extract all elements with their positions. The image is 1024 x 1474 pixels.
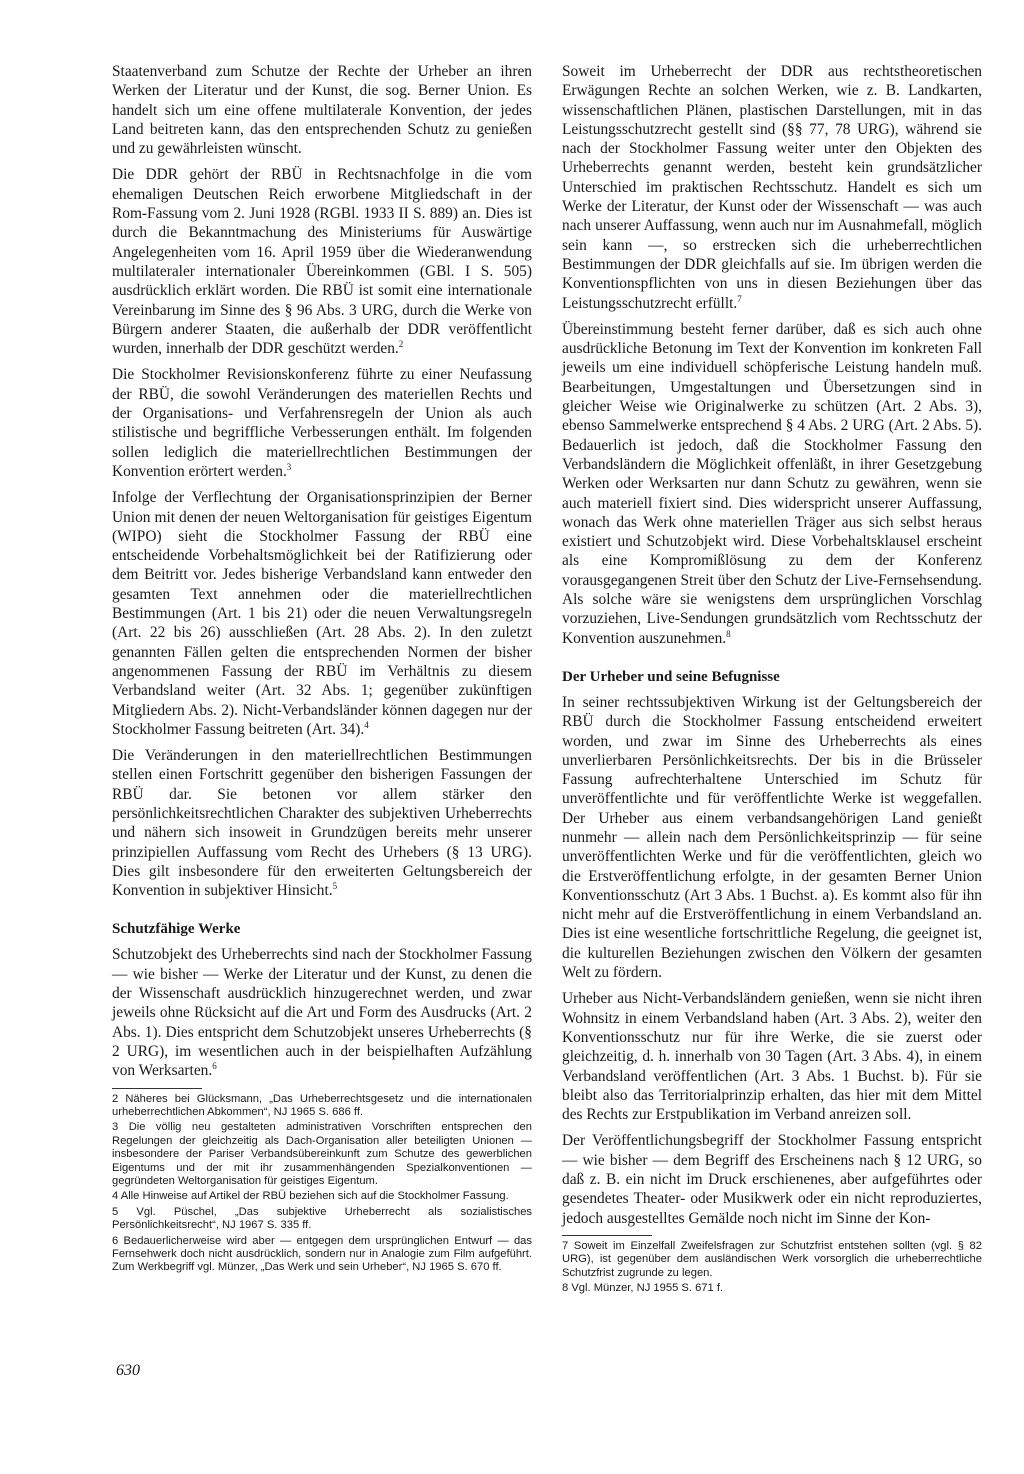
footnote — [112, 1190, 532, 1203]
footnote-marker: 8 — [726, 628, 731, 639]
footnote-number: 7 — [562, 1239, 569, 1252]
paragraph-text: In seiner rechtssubjektiven Wirkung ist der Geltungsbereich der RBÜ durch die Stockholmer Fassung entscheidend erweitert worden, und zwar im Sinne des Urheberrechts als eines unverlierbaren Persönlichkeitsrechts. Der bis in die Brüsseler Fassung aufrechterhaltene Unterschied im Schutz für unveröffentlichte und für veröffentlichte Werke ist weggefallen. Der Urheber aus einem verbandsangehörigen Land genießt nunmehr — allein nach dem Persönlichkeitsprinzip — für seine unveröffentlichten Werke und für die veröffentlichten, gleich wo die Erstveröffentlichung erfolgte, in der gesamten Berner Union Konventionsschutz (Art 3 Abs. 1 Buchst. a). Es kommt also für ihn nicht mehr auf die Erstveröffentlichung in einem Verbandsland an. Dies ist eine wesentliche fortschrittliche Regelung, die geeignet ist, die kulturellen Beziehungen zwischen den Völkern der gesamten Welt zu fördern. — [562, 693, 982, 982]
left-paragraph-1 — [112, 62, 532, 158]
footnote-text: Soweit im Einzelfall Zweifelsfragen zur Schutzfrist entstehen sollten (vgl. § 82 URG), ist gegenüber dem ausländischen Werk vorsorglich die urheberrechtliche Schutzfrist zugrunde zu legen. — [562, 1239, 982, 1279]
footnote-number: 2 — [112, 1092, 119, 1105]
footnote-text: Bedauerlicherweise wird aber — entgegen dem ursprünglichen Entwurf — das Fernsehwerk doch nicht ausdrücklich, sondern nur in Analogie zum Film aufgeführt. Zum Werkbegriff vgl. Münzer, „Das Werk und sein Urheber“, NJ 1965 S. 670 ff. — [112, 1234, 532, 1274]
left-paragraph-5 — [112, 746, 532, 900]
footnote-number: 8 — [562, 1282, 569, 1295]
footnote-text: Vgl. Püschel, „Das subjektive Urheberrecht als sozialistisches Persönlichkeitsrecht“, NJ 1967 S. 335 ff. — [112, 1205, 533, 1232]
footnote — [112, 1206, 532, 1233]
footnote-marker: 5 — [332, 881, 338, 892]
paragraph-text: Die Stockholmer Revisionskonferenz führte zu einer Neufassung der RBÜ, die sowohl Veränderungen des materiellen Rechts und der Organisations- und Verfahrensregeln der Union als auch stilistische und begriffliche Verbesserungen enthält. Im folgenden sollen lediglich die materiellrechtlichen Bestimmungen der Konvention erörtert werden. — [112, 366, 532, 480]
right-paragraph-4 — [562, 989, 982, 1124]
paragraph-text: Staatenverband zum Schutze der Rechte der Urheber an ihren Werken der Literatur und der Kunst, die sog. Berner Union. Es handelt sich um eine offene multilaterale Konvention, der jedes Land beitreten kann, das den entsprechenden Schutz zu genießen und zu gewährleisten wünscht. — [112, 63, 532, 158]
paragraph-text: Schutzobjekt des Urheberrechts sind nach der Stockholmer Fassung — wie bisher — Werke der Literatur und der Kunst, zu denen die der Wissenschaft ausdrücklich hinzugerechnet werden, und zwar jeweils ohne Rücksicht auf die Art und Form des Ausdrucks (Art. 2 Abs. 1). Dies entspricht dem Schutzobjekt unseres Urheberrechts (§ 2 URG), im wesentlichen auch in der beispielhaften Aufzählung von Werksarten. — [112, 946, 532, 1080]
footnote-text: Vgl. Münzer, NJ 1955 S. 671 f. — [571, 1282, 724, 1295]
left-paragraph-3 — [112, 365, 532, 481]
left-footnotes — [112, 1093, 532, 1275]
right-column — [562, 62, 982, 1298]
footnote-marker: 7 — [737, 293, 742, 304]
footnote-number: 4 — [112, 1190, 119, 1203]
footnote-text: Alle Hinweise auf Artikel der RBÜ beziehen sich auf die Stockholmer Fassung. — [120, 1190, 509, 1203]
footnote — [112, 1235, 532, 1275]
footnote-number: 5 — [112, 1205, 119, 1218]
footnote-divider — [562, 1235, 652, 1236]
right-paragraph-1 — [562, 62, 982, 313]
paragraph-text: Infolge der Verflechtung der Organisationsprinzipien der Berner Union mit denen der neuen Weltorganisation für geistiges Eigentum (WIPO) sieht die Stockholmer Fassung der RBÜ eine entscheidende Vorbehaltsmöglichkeit bei der Ratifizierung oder dem Beitritt vor. Jedes bisherige Verbandsland kann entweder den gesamten Text annehmen oder die materiellrechtlichen Bestimmungen (Art. 1 bis 21) oder die neuen Verwaltungsregeln (Art. 22 bis 26) ausschließen (Art. 28 Abs. 2). In den zuletzt genannten Fällen gelten die entsprechenden Normen der bisher angenommenen Fassung der RBÜ im Verhältnis zu diesem Verbandsland weiter (Art. 32 Abs. 1; gegenüber zukünftigen Mitgliedern Abs. 2). Nicht-Verbandsländer können dagegen nur der Stockholmer Fassung beitreten (Art. 34). — [112, 489, 532, 738]
right-paragraph-2 — [562, 320, 982, 648]
paragraph-text: Übereinstimmung besteht ferner darüber, daß es sich auch ohne ausdrückliche Betonung im Text der Konvention im konkreten Fall jeweils um eine individuell schöpferische Leistung handeln muß. Bearbeitungen, Umgestaltungen und Übersetzungen sind in gleicher Weise wie Originalwerke zu schützen (Art. 2 Abs. 3), ebenso Sammelwerke entsprechend § 4 Abs. 2 URG (Art. 2 Abs. 5). Bedauerlich ist jedoch, daß die Stockholmer Fassung den Verbandsländern die Möglichkeit offenläßt, in ihrer Gesetzgebung Werken oder Werksarten nur dann Schutz zu gewähren, wenn sie auch materiell fixiert sind. Dies widerspricht unserer Auffassung, wonach das Werk ohne materiellen Träger aus sich selbst heraus existiert und Schutzobjekt wird. Diese Vorbehaltsklausel erscheint als eine Kompromißlösung zu dem der Konferenz vorausgegangenen Streit über den Schutz der Live-Fernsehsendung. Als solche wäre sie wenigstens dem ursprünglichen Vorschlag vorzuziehen, Live-Sendungen grundsätzlich vom Rechtsschutz der Konvention auszunehmen. — [562, 320, 982, 647]
left-paragraph-2 — [112, 165, 532, 358]
paragraph-text: Der Veröffentlichungsbegriff der Stockholmer Fassung entspricht — wie bisher — dem Begriff des Erscheinens nach § 12 URG, so daß z. B. ein nicht im Druck erschienenes, aber aufgeführtes oder gesendetes Theater- oder Musikwerk oder ein nicht reproduziertes, jedoch ausgestelltes Gemälde noch nicht im Sinne der Kon- — [562, 1132, 982, 1227]
footnote-marker: 3 — [286, 461, 292, 472]
footnote-text: Die völlig neu gestalteten administrativen Vorschriften entsprechen den Regelungen der gleichzeitig als Dach-Organisation aller beteiligten Unionen — insbesondere der Pariser Verbandsübereinkunft zum Schutze des gewerblichen Eigentums und der mit ihr zusammenhängenden Spezialkonventionen — gegründeten Weltorganisation für geistiges Eigentum. — [112, 1121, 533, 1187]
right-paragraph-5 — [562, 1131, 982, 1227]
footnote — [112, 1121, 532, 1188]
right-footnotes — [562, 1240, 982, 1296]
footnote-number: 6 — [112, 1234, 119, 1247]
left-column — [112, 62, 532, 1277]
paragraph-text: Urheber aus Nicht-Verbandsländern genießen, wenn sie nicht ihren Wohnsitz in einem Verbandsland haben (Art. 3 Abs. 2), weiter den Konventionsschutz nur für ihre Werke, die sie zuerst oder gleichzeitig, d. h. innerhalb von 30 Tagen (Art. 3 Abs. 4), in einem Verbandsland veröffentlichen (Art. 3 Abs. 1 Buchst. b). Für sie bleibt also das Territorialprinzip erhalten, das hier mit dem Mittel des Rechts zur Erstpublikation im Verband anreizen soll. — [562, 990, 982, 1124]
section-heading-urheber-befugnisse: Der Urheber und seine Befugnisse — [562, 668, 780, 685]
footnote-number: 3 — [112, 1121, 119, 1134]
footnote-text: Näheres bei Glücksmann, „Das Urheberrechtsgesetz und die internationalen urheberrechtlichen Abkommen“, NJ 1965 S. 686 ff. — [112, 1092, 533, 1118]
footnote — [112, 1093, 532, 1120]
footnote — [562, 1282, 982, 1295]
left-paragraph-4 — [112, 488, 532, 739]
footnote-marker: 6 — [212, 1061, 217, 1072]
paragraph-text: Die Veränderungen in den materiellrechtlichen Bestimmungen stellen einen Fortschritt gegenüber den bisherigen Fassungen der RBÜ dar. Sie betonen vor allem stärker den persönlichkeitsrechtlichen Charakter des subjektiven Urheberrechts und nähern sich insoweit in Grundzügen bereits mehr unserer prinzipiellen Auffassung vom Recht des Urhebers (§ 13 URG). Dies gilt insbesondere für den erweiterten Geltungsbereich der Konvention in subjektiver Hinsicht. — [112, 747, 532, 900]
paragraph-text: Die DDR gehört der RBÜ in Rechtsnachfolge in die vom ehemaligen Deutschen Reich erworbene Mitgliedschaft in der Rom-Fassung vom 2. Juni 1928 (RGBl. 1933 II S. 889) an. Dies ist durch die Bekanntmachung des Ministeriums für Auswärtige Angelegenheiten vom 16. April 1959 über die Wiederanwendung multilateraler internationaler Übereinkommen (GBl. I S. 505) ausdrücklich erklärt worden. Die RBÜ ist somit eine internationale Vereinbarung im Sinne des § 96 Abs. 3 URG, durch die Werke von Bürgern anderer Staaten, die außerhalb der DDR veröffentlicht wurden, innerhalb der DDR geschützt werden. — [112, 166, 532, 358]
footnote-marker: 4 — [364, 719, 369, 730]
right-paragraph-3 — [562, 693, 982, 982]
footnote-marker: 2 — [398, 339, 404, 350]
footnote-divider — [112, 1088, 202, 1089]
section-heading-schutzfaehige-werke: Schutzfähige Werke — [112, 921, 241, 938]
left-paragraph-6 — [112, 945, 532, 1080]
paragraph-text: Soweit im Urheberrecht der DDR aus rechtstheoretischen Erwägungen Rechte an solchen Werken, wie z. B. Landkarten, wissenschaftlichen Plänen, plastischen Darstellungen, mit in das Leistungsschutzrecht gestellt sind (§§ 77, 78 URG), während sie nach der Stockholmer Fassung weiter unter den Objekten des Urheberrechts genannt werden, besteht kein grundsätzlicher Unterschied im praktischen Rechtsschutz. Handelt es sich um Werke der Literatur, der Kunst oder der Wissenschaft — was auch nach unserer Auffassung, wenn auch nur im Ausnahmefall, möglich sein kann —, so erstrecken sich die urheberrechtlichen Bestimmungen der DDR gleichfalls auf sie. Im übrigen werden die Konventionspflichten von uns in diesen Beziehungen über das Leistungsschutzrecht erfüllt. — [562, 63, 982, 312]
footnote — [562, 1240, 982, 1280]
page-number: 630 — [116, 1362, 140, 1379]
